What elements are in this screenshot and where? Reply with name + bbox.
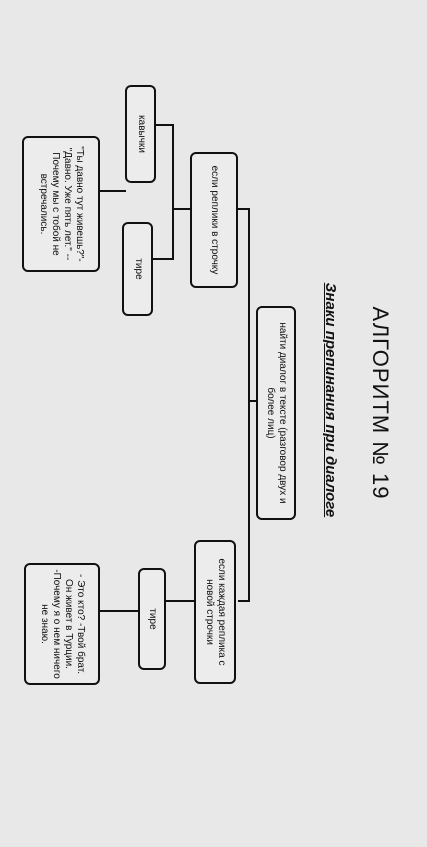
connector-trunk — [248, 208, 250, 602]
connector-to-right-branch — [238, 600, 250, 602]
node-root — [256, 306, 296, 520]
node-tire-newline — [138, 568, 166, 670]
connector-tire-example — [100, 610, 138, 612]
node-tire-inline — [122, 222, 153, 316]
node-kavychki-label: кавычки — [135, 115, 147, 153]
connector-left-stem — [172, 208, 192, 210]
node-branch-inline-label: если реплики в строчку — [209, 165, 220, 275]
page-title: АЛГОРИТМ № 19 — [368, 306, 393, 500]
node-branch-inline — [190, 152, 238, 288]
node-kavychki — [125, 85, 156, 183]
node-branch-newline — [194, 540, 236, 684]
node-tire-newline-label: тире — [147, 608, 158, 630]
page-subtitle: Знаки препинания при диалоге — [322, 282, 339, 518]
connector-kavychki-example — [100, 190, 126, 192]
node-branch-newline-label: если каждая реплика с новой строчки — [204, 558, 227, 666]
node-root-label: найти диалог в тексте (разговор двух и более лиц) — [265, 322, 288, 504]
connector-to-left-branch — [238, 208, 250, 210]
connector-to-tire-left — [153, 258, 174, 260]
example-inline — [22, 136, 100, 272]
connector-right-stem — [166, 600, 194, 602]
example-newline-text: - Это кто? -Твой брат. Он живет в Турции. -Почему я о нем ничего не знаю. — [39, 569, 86, 679]
connector-left-split — [172, 124, 174, 260]
example-inline-text: "Ты давно тут живешь?"- "Давно. Уже пять лет." -- Почему мы с тобой не встречались. — [38, 146, 85, 262]
connector-to-kavychki — [156, 124, 174, 126]
example-newline — [24, 563, 100, 685]
node-tire-inline-label: тире — [132, 258, 144, 280]
